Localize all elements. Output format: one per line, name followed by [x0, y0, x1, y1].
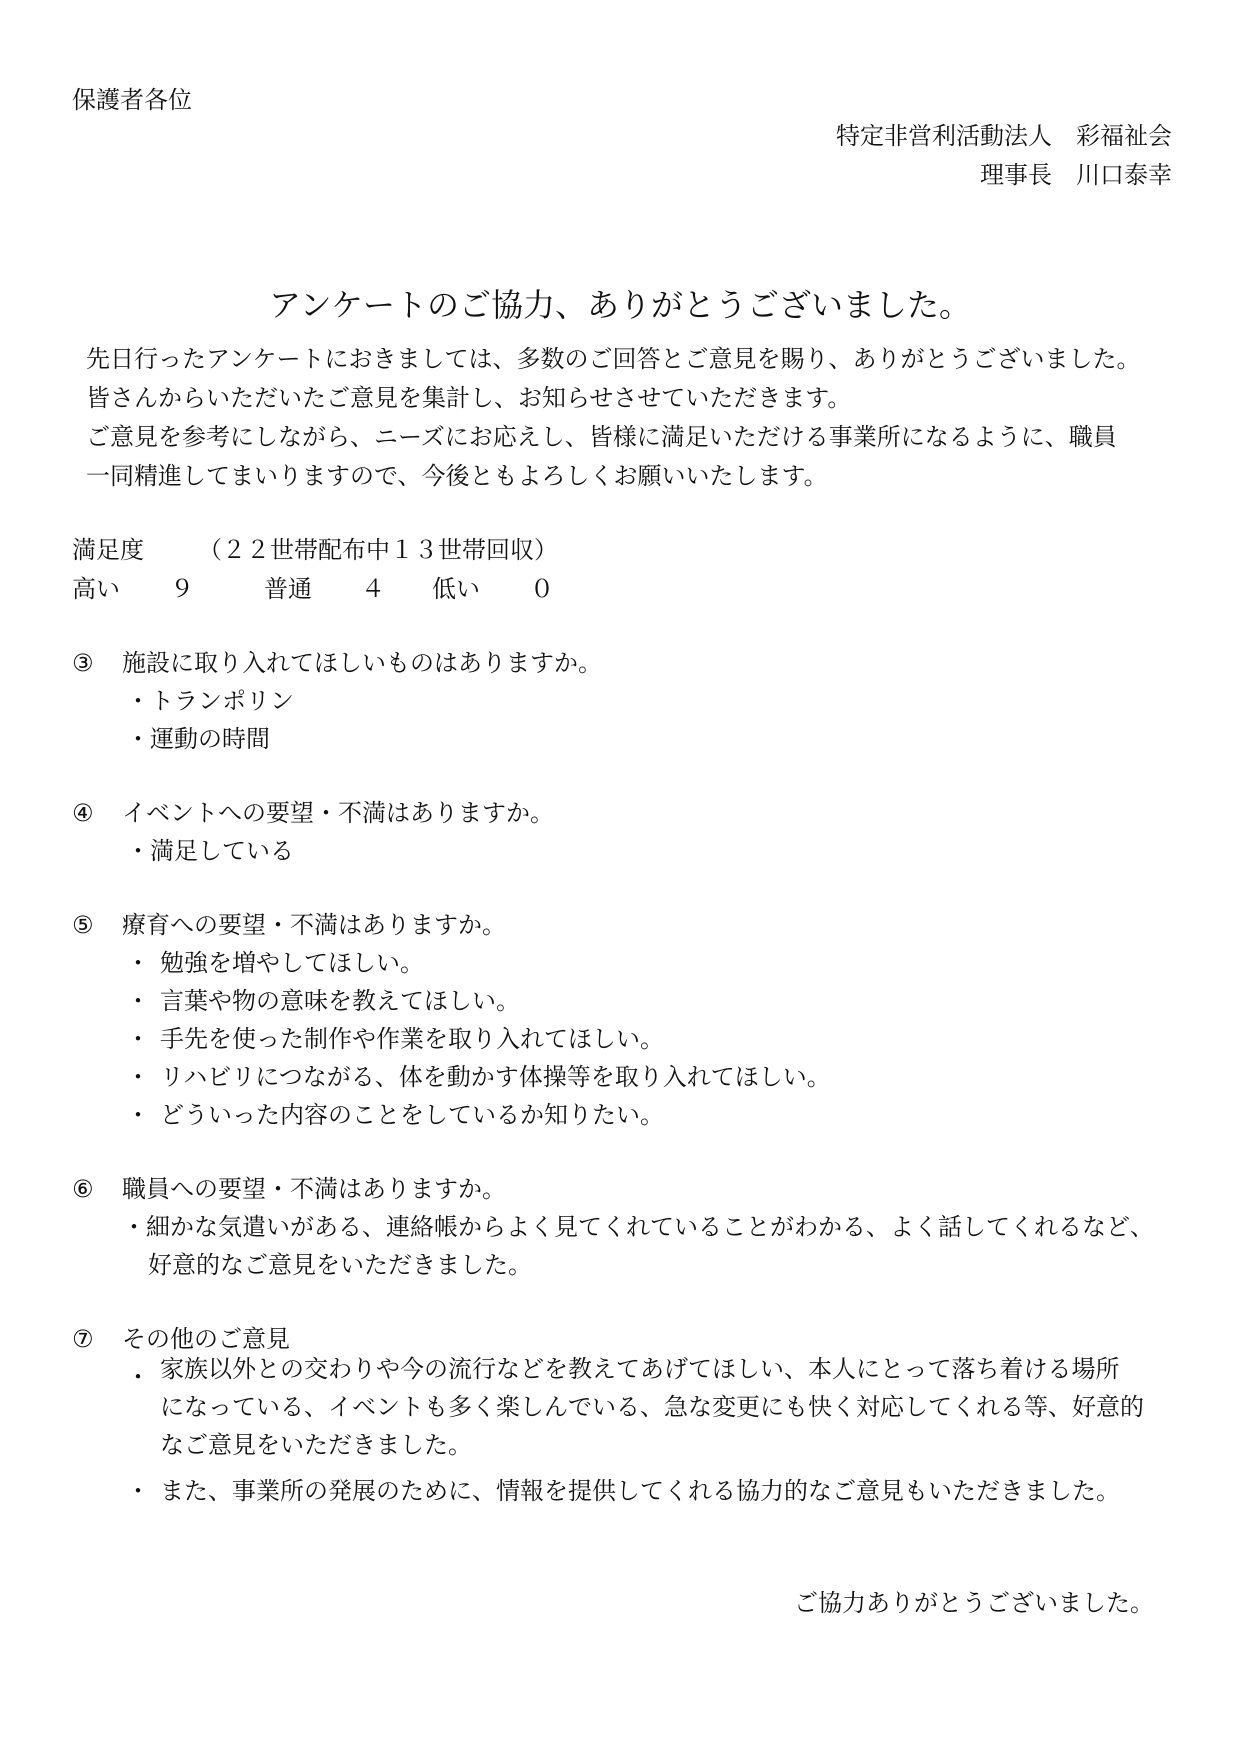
section-5-question	[72, 905, 506, 940]
section-number: ⑥	[72, 1175, 94, 1203]
document-title: アンケートのご協力、ありがとうございました。	[268, 286, 972, 324]
list-item	[126, 1471, 1120, 1506]
closing-remark: ご協力ありがとうございました。	[794, 1589, 1154, 1617]
list-item-text: リハビリにつながる、体を動かす体操等を取り入れてほしい。	[160, 1063, 831, 1091]
satisfaction-low-label: 低い	[432, 575, 480, 603]
section-number: ⑤	[72, 911, 94, 939]
satisfaction-normal-value: ４	[361, 575, 385, 603]
list-item-text: 言葉や物の意味を教えてほしい。	[160, 987, 520, 1015]
list-item-text: どういった内容のことをしているか知りたい。	[160, 1101, 664, 1129]
section-number: ④	[72, 799, 94, 827]
list-item: ・運動の時間	[126, 725, 270, 753]
list-item-text: また、事業所の発展のために、情報を提供してくれる協力的なご意見もいただきました。	[160, 1477, 1120, 1505]
list-item-line: なご意見をいただきました。	[160, 1431, 472, 1459]
list-item	[126, 1095, 664, 1130]
bullet: ・	[126, 949, 150, 977]
addressee: 保護者各位	[72, 86, 192, 114]
question-text: 療育への要望・不満はありますか。	[122, 911, 506, 939]
section-number: ③	[72, 649, 94, 677]
satisfaction-low-value: ０	[530, 575, 554, 603]
intro-line: 先日行ったアンケートにおきましては、多数のご回答とご意見を賜り、ありがとうございました。	[86, 345, 1141, 373]
list-item-continuation: 好意的なご意見をいただきました。	[148, 1251, 532, 1279]
list-item-text: 勉強を増やしてほしい。	[160, 949, 424, 977]
bullet: ・	[126, 987, 150, 1015]
satisfaction-heading	[72, 530, 558, 565]
intro-paragraph	[86, 340, 1186, 496]
list-item: ・細かな気遣いがある、連絡帳からよく見てくれていることがわかる、よく話してくれるなど、	[122, 1213, 1154, 1241]
sender-organization: 特定非営利活動法人 彩福祉会	[836, 122, 1172, 150]
section-4-question	[72, 793, 554, 828]
satisfaction-high-value: ９	[170, 575, 194, 603]
list-item-line: 家族以外との交わりや今の流行などを教えてあげてほしい、本人にとって落ち着ける場所	[160, 1355, 1120, 1383]
sender-representative: 理事長 川口泰幸	[980, 161, 1172, 189]
satisfaction-high-label: 高い	[72, 575, 120, 603]
bullet: ・	[126, 1025, 150, 1053]
satisfaction-normal-label: 普通	[264, 575, 312, 603]
bullet: ・	[126, 1363, 150, 1391]
section-6-question	[72, 1169, 506, 1204]
list-item: ・満足している	[126, 837, 294, 865]
question-text: イベントへの要望・不満はありますか。	[122, 799, 554, 827]
question-text: その他のご意見	[122, 1325, 290, 1353]
intro-line: ご意見を参考にしながら、ニーズにお応えし、皆様に満足いただける事業所になるように、職員	[86, 423, 1117, 451]
question-text: 施設に取り入れてほしいものはありますか。	[122, 649, 602, 677]
list-item	[126, 1057, 831, 1092]
bullet: ・	[126, 1477, 150, 1505]
intro-line: 皆さんからいただいたご意見を集計し、お知らせさせていただきます。	[86, 384, 852, 412]
list-item-text	[160, 1350, 1144, 1464]
list-item-line: になっている、イベントも多く楽しんでいる、急な変更にも快く対応してくれる等、好意的	[160, 1393, 1144, 1421]
list-item-text: 手先を使った制作や作業を取り入れてほしい。	[160, 1025, 664, 1053]
satisfaction-label: 満足度	[72, 536, 144, 564]
bullet: ・	[126, 1101, 150, 1129]
section-7-question	[72, 1319, 290, 1354]
list-item: ・トランポリン	[126, 687, 294, 715]
section-3-question	[72, 643, 602, 678]
list-item	[126, 1019, 664, 1054]
satisfaction-count-note: （２２世帯配布中１３世帯回収）	[198, 536, 558, 564]
list-item	[126, 943, 424, 978]
intro-line: 一同精進してまいりますので、今後ともよろしくお願いいたします。	[86, 462, 828, 490]
list-item	[126, 1357, 160, 1392]
bullet: ・	[126, 1063, 150, 1091]
list-item	[126, 981, 520, 1016]
question-text: 職員への要望・不満はありますか。	[122, 1175, 506, 1203]
section-number: ⑦	[72, 1325, 94, 1353]
